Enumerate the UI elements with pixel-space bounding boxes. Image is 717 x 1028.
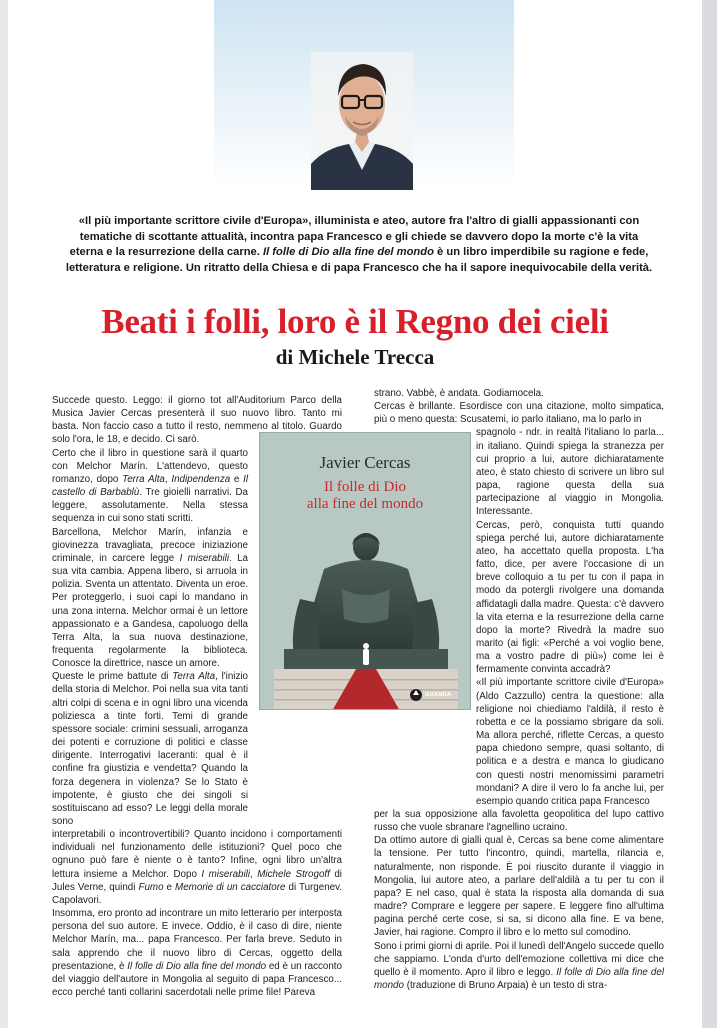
text-run: Certo che il libro in questione sarà il quarto con Melchor Marín. L'attendevo, questo romanzo, dopo bbox=[52, 447, 248, 485]
book-cover-author: Javier Cercas bbox=[319, 453, 411, 472]
left-paragraph bbox=[52, 447, 248, 526]
text-run: ed è un racconto del viaggio dell'autore in Mongolia al seguito di papa Francesco... ecco perché tanti collarini sacerdotali nelle prime file! Pareva bbox=[52, 960, 342, 999]
text-run: e bbox=[163, 881, 176, 893]
text-run: , bbox=[164, 473, 172, 485]
book-title-run: Il folle di Dio alla fine del mondo bbox=[374, 966, 664, 992]
article-byline: di Michele Trecca bbox=[275, 345, 435, 369]
text-run: (traduzione di Bruno Arpaia) è un testo di stra- bbox=[403, 980, 608, 992]
magazine-page bbox=[8, 0, 702, 1028]
intro-summary bbox=[64, 214, 654, 276]
text-run: . Tre gioielli narrativi. Da leggere, assolutamente. Nella stessa sequenza in cui sono stati scritti. bbox=[52, 487, 248, 525]
left-paragraph: Succede questo. Leggo: il giorno tot all'Auditorium Parco della Musica Javier Cercas presenterà il suo nuovo libro. Tanto mi basta. Non faccio caso a tutto il resto, nemmeno al titolo. Guardo solo l'ora, le 18, e decido. Ci sarò. bbox=[52, 395, 342, 446]
left-paragraph bbox=[52, 907, 342, 999]
text-run: Barcellona, Melchor Marín, infanzia e giovinezza travagliata, precoce iniziazione criminale, in carcere legge bbox=[52, 526, 248, 564]
book-title-run: Fumo bbox=[138, 881, 164, 893]
left-paragraph bbox=[52, 828, 342, 907]
book-title-run: Il folle di Dio alla fine del mondo bbox=[127, 960, 267, 972]
right-paragraph bbox=[374, 940, 664, 993]
left-wrap-block bbox=[52, 447, 248, 829]
intro-book-title: Il folle di Dio alla fine del mondo bbox=[262, 246, 434, 259]
author-photo bbox=[311, 52, 413, 190]
book-title-run: Michele Strogoff bbox=[257, 868, 330, 880]
book-title-run: Terra Alta bbox=[122, 473, 165, 485]
right-paragraph: Cercas, però, conquista tutti quando spiega perché lui, autore dichiaratamente ateo, ha accettato quella proposta. L'ha fatto, dice, per avere l'occasione di un breve colloquio a tu per tu con il papa in modo da potergli rivolgere una domanda affidatagli dalla madre. Questa: c'è davvero la vita eterna e la resurrezione della carne dopo la morte? Rivedrà la madre suo marito (ai figli: «Perché a voi voglio bene, ma a vostro padre di più») come lei è fermamente convinta accadrà? bbox=[476, 519, 664, 676]
right-wrap-block bbox=[476, 426, 664, 808]
book-cover bbox=[259, 432, 471, 710]
book-cover-title bbox=[260, 479, 470, 513]
text-run: Insomma, ero pronto ad incontrare un mito letterario per interposta persona del suo autore. E invece. Oddio, è il caso di dire, niente Melchor Marín, ma... papa Francesco. Per farla breve. Seduto in sala apprendo che il nuovo libro di Cercas, oggetto della presentazione, è bbox=[52, 908, 342, 972]
text-run: di Jules Verne, quindi bbox=[52, 868, 342, 893]
article-headline: Beati i folli, loro è il Regno dei cieli bbox=[101, 302, 609, 341]
book-cover-illustration bbox=[260, 529, 471, 710]
book-title-run: Indipendenza bbox=[171, 473, 231, 485]
intro-text-1: , illuminista e ateo, autore fra l'altro di gialli appassionanti con tematiche di scottante attualità, incontra papa Francesco e gli chiede se davvero dopo la morte c'è la vita eterna e la resurrezione della carne. bbox=[69, 215, 640, 259]
text-run: Sono i primi giorni di aprile. Poi il lunedì dell'Angelo succede quello che sappiamo. L'onda d'urto dell'emozione collettiva mi dice che quello è il momento. Apro il libro e leggo. bbox=[374, 940, 664, 978]
text-run: . La sua vita cambia. Appena libero, si arruola in polizia. Sventa un attentato. Diventa un eroe. Per proteggerlo, i suoi capi lo mandano in una zona interna. Melchor ormai è un lettore appassionato e a Gandesa, capoluogo della Terra Alta, la sua nuova destinazione, frequenta regolarmente la biblioteca. Conosce la direttrice, nasce un amore. bbox=[52, 552, 248, 670]
text-run: interpretabili o incontrovertibili? Quanto incidono i comportamenti individuali nel funzionamento delle istituzioni? Quel poco che ognuno può fare è niente o è tanto? Infine, ogni libro un'altra lettura insieme a Melchor. Dopo bbox=[52, 829, 342, 880]
left-paragraph bbox=[52, 526, 248, 671]
book-cover-title-line: alla fine del mondo bbox=[306, 496, 424, 512]
text-run: e bbox=[230, 473, 244, 485]
left-paragraph bbox=[52, 670, 248, 828]
author-portrait-illustration bbox=[311, 52, 413, 190]
page-edge bbox=[702, 0, 717, 1028]
intro-text-2: è un libro imperdibile su ragione e fede, letteratura e religione. Un ritratto della Chiesa e di papa Francesco che ha il sapore inequivocabile della verità. bbox=[65, 246, 653, 274]
text-run: Queste le prime battute di bbox=[52, 671, 173, 683]
text-run: di Turgenev. Capolavori. bbox=[52, 881, 342, 906]
book-title-run: I miserabili bbox=[201, 868, 251, 880]
right-paragraph: per la sua opposizione alla favoletta geopolitica del lupo cattivo russo che vuole sbranare l'agnellino ucraino. bbox=[374, 809, 664, 834]
book-title-run: Memorie di un cacciatore bbox=[175, 881, 286, 893]
right-paragraph: Cercas è brillante. Esordisce con una citazione, molto simpatica, più o meno questa: Scusatemi, io parlo italiano, ma lo parlo in bbox=[374, 401, 664, 426]
book-title-run: I miserabili bbox=[179, 552, 230, 564]
right-paragraph: spagnolo - ndr. in realtà l'italiano lo parla... in italiano. Quindi spiega la stranezza per cui proprio a lui, autore dichiaratamente ateo, è stato chiesto di scrivere un libro sul papa, ragione questa della sua partecipazione al viaggio in Mongolia. Interessante. bbox=[476, 427, 664, 518]
book-cover-title-line: Il folle di Dio bbox=[323, 479, 407, 495]
book-title-run: Terra Alta bbox=[172, 671, 216, 683]
intro-quote: «Il più importante scrittore civile d'Europa» bbox=[78, 215, 309, 227]
book-title-run: Il castello di Barbablù bbox=[52, 473, 249, 499]
text-run: , bbox=[250, 868, 258, 880]
book-publisher-label: GUANDA bbox=[425, 692, 452, 698]
right-paragraph: strano. Vabbè, è andata. Godiamocela. bbox=[374, 388, 544, 399]
right-paragraph: «Il più importante scrittore civile d'Europa» (Aldo Cazzullo) centra la questione: alla religione noi chiediamo l'aldilà, il resto è robetta e ce la possiamo sbrigare da soli. Ma allora perché, riflette Cercas, a questo papa chiedono sempre, quasi soltanto, di politica e a destra e manca lo giudicano con questi nostri menomissimi parametri mondani? A dire il vero lo fa anche lui, per esempio quando critica papa Francesco bbox=[476, 677, 664, 807]
right-paragraph: Da ottimo autore di gialli qual è, Cercas sa bene come alimentare la tensione. Per tutto l'incontro, quindi, martella, rilancia e, naturalmente, non risponde. È poi riuscito durante il viaggio in Mongolia, lui autore ateo, a parlare dell'aldilà a tu per tu con il papa? E nel caso, qual è stata la risposta alla domanda di sua madre? Comprare e leggere per sapere. E leggere fino all'ultima pagina perché certe cose, si sa, si dicono alla fine. E va bene, Javier, hai ragione. Compro il libro e lo metto sul comodino. bbox=[374, 835, 664, 939]
text-run: , l'inizio della storia di Melchor. Poi nella sua vita tanti altri colpi di scena e in ogni libro una vicenda poliziesca a tinte forti. Temi di grande spessore sociale: crimini sessuali, arroganza dei potenti e corruzione di politici e classe dirigente. Interrogativi laceranti: qual è il confine fra giustizia e vendetta? Quando la forza degenera in violenza? Se lo Stato è impotente, è giusto che dei singoli si sostituiscano ad esso? Le leggi della morale sono bbox=[52, 671, 248, 827]
